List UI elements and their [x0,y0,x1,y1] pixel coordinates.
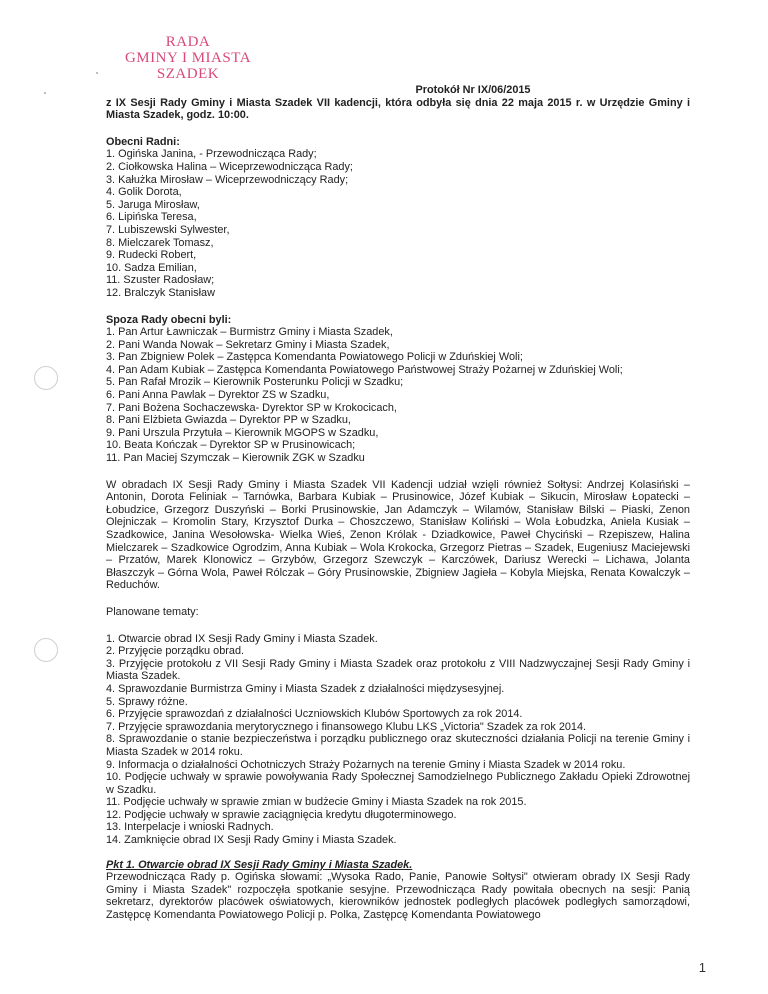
list-item: 5. Pan Rafał Mrozik – Kierownik Posterunku Policji w Szadku; [106,376,404,389]
list-item: 3. Przyjęcie protokołu z VII Sesji Rady Gminy i Miasta Szadek oraz protokołu z VIII Nadzwyczajnej Sesji Rady Gminy i Miasta Szadek. [106,657,690,683]
list-item: 3. Pan Zbigniew Polek – Zastępca Komendanta Powiatowego Policji w Zduńskiej Woli; [106,351,523,364]
list-item: 7. Pani Bożena Sochaczewska- Dyrektor SP w Krokocicach, [106,401,397,414]
list-item: 8. Mielczarek Tomasz, [106,236,214,249]
list-item: 7. Lubiszewski Sylwester, [106,223,230,236]
council-stamp [118,34,258,82]
list-item: 6. Lipińska Teresa, [106,211,197,224]
list-item: 10. Beata Kończak – Dyrektor SP w Prusinowicach; [106,439,356,452]
list-item: 8. Sprawozdanie o stanie bezpieczeństwa i porządku publicznego oraz skuteczności działania Policji na terenie Gminy i Miasta Szadek w 2014 roku. [106,733,690,758]
council-heading: Obecni Radni: [106,135,180,148]
list-item: 3. Kałużka Mirosław – Wiceprzewodniczący Rady; [106,173,349,186]
list-item: 11. Podjęcie uchwały w sprawie zmian w budżecie Gminy i Miasta Szadek na rok 2015. [106,796,527,809]
council-list [106,148,690,299]
list-item: 10. Sadza Emilian, [106,261,197,274]
list-item: 10. Podjęcie uchwały w sprawie powoływania Rady Społecznej Samodzielnego Publicznego Zakładu Opieki Zdrowotnej w Szadku. [106,771,690,796]
stamp-line-2: GMINY I MIASTA [124,50,252,66]
list-item: 2. Przyjęcie porządku obrad. [106,645,245,658]
soltysi-paragraph: W obradach IX Sesji Rady Gminy i Miasta Szadek VII Kadencji udział wzięli również Sołtysi: Andrzej Kolasiński – Antonin, Dorota Feliniak – Tarnówka, Barbara Kubiak – Prusinowice, Józef Kubiak – Sikucin, Mirosław Łopatecki – Łobudzice, Grzegorz Duszyński – Borki Prusinowskie, Jan Adamczyk – Wilamów, Stanisław Bilski – Piaski, Zenon Olejniczak – Kromolin Stary, Krzysztof Durka – Choszczewo, Stanisław Koliński – Wola Łobudzka, Aniela Kusiak – Szadkowice, Janina Wesołowska- Wielka Wieś, Zenon Królak - Dziadkowice, Paweł Chyciński – Rzepiszew, Halina Mielczarek – Szadkowice Ogrodzim, Anna Kubiak – Wola Krokocka, Grzegorz Pietras – Szadek, Eugeniusz Maciejewski – Przatów, Marek Klonowicz – Grzybów, Grzegorz Szewczyk – Karczówek, Dariusz Werecki – Lichawa, Jolanta Błaszczyk – Górna Wola, Paweł Rólczak – Góry Prusinowskie, Zbigniew Jagieła – Kobyla Miejska, Renata Kowalczyk – Reduchów. [106,478,690,592]
list-item: 6. Pani Anna Pawlak – Dyrektor ZS w Szadku, [106,389,330,402]
stamp-line-1: RADA [165,34,211,50]
punch-hole-top [34,366,58,390]
list-item: 12. Bralczyk Stanisław [106,286,215,299]
list-item: 6. Przyjęcie sprawozdań z działalności Uczniowskich Klubów Sportowych za rok 2014. [106,708,523,721]
scan-speck [44,92,46,94]
list-item: 1. Ogińska Janina, - Przewodnicząca Rady; [106,148,317,161]
guests-heading: Spoza Rady obecni byli: [106,313,232,326]
document-subtitle: z IX Sesji Rady Gminy i Miasta Szadek VII kadencji, która odbyła się dnia 22 maja 2015 r. w Urzędzie Gminy i Miasta Szadek, godz. 10:00. [106,96,690,122]
list-item: 7. Przyjęcie sprawozdania merytorycznego i finansowego Klubu LKS „Victoria" Szadek za rok 2014. [106,720,587,733]
list-item: 12. Podjęcie uchwały w sprawie zaciągnięcia kredytu długoterminowego. [106,808,457,821]
guests-list [106,326,690,465]
stamp-line-3: SZADEK [156,66,220,82]
list-item: 2. Ciołkowska Halina – Wiceprzewodnicząca Rady; [106,160,353,173]
list-item: 1. Otwarcie obrad IX Sesji Rady Gminy i Miasta Szadek. [106,632,378,645]
page-title: Protokół Nr IX/06/2015 [415,84,531,96]
list-item: 5. Sprawy różne. [106,695,188,708]
list-item: 2. Pani Wanda Nowak – Sekretarz Gminy i Miasta Szadek, [106,338,390,351]
protocol-document [106,84,690,922]
point1-heading: Pkt 1. Otwarcie obrad IX Sesji Rady Gminy i Miasta Szadek. [106,858,413,871]
list-item: 1. Pan Artur Ławniczak – Burmistrz Gminy i Miasta Szadek, [106,326,393,339]
list-item: 4. Sprawozdanie Burmistrza Gminy i Miasta Szadek z działalności międzysesyjnej. [106,682,505,695]
list-item: 11. Szuster Radosław; [106,274,215,287]
list-item: 11. Pan Maciej Szymczak – Kierownik ZGK w Szadku [106,452,365,465]
list-item: 13. Interpelacje i wnioski Radnych. [106,821,274,834]
list-item: 5. Jaruga Mirosław, [106,198,200,211]
list-item: 14. Zamknięcie obrad IX Sesji Rady Gminy i Miasta Szadek. [106,834,397,847]
list-item: 8. Pani Elżbieta Gwiazda – Dyrektor PP w Szadku, [106,414,351,427]
list-item: 4. Golik Dorota, [106,186,182,199]
agenda-heading: Planowane tematy: [106,605,199,618]
list-item: 9. Rudecki Robert, [106,249,197,262]
point1-paragraph: Przewodnicząca Rady p. Ogińska słowami: „Wysoka Rado, Panie, Panowie Sołtysi" otwieram obrady IX Sesji Rady Gminy i Miasta Szadek" rozpoczęła spotkanie sesyjne. Przewodnicząca Rady powitała obecnych na sesji: Panią sekretarz, dyrektorów placówek oświatowych, kierowników jednostek podległych placówek podległych samorządowi, Zastępcę Komendanta Powiatowego Policji p. Polka, Zastępcę Komendanta Powiatowego [106,871,690,922]
list-item: 9. Informacja o działalności Ochotniczych Straży Pożarnych na terenie Gminy i Miasta Szadek w 2014 roku. [106,758,626,771]
punch-hole-bottom [34,638,58,662]
agenda-list [106,633,690,847]
page-number: 1 [698,960,706,975]
list-item: 4. Pan Adam Kubiak – Zastępca Komendanta Powiatowego Państwowej Straży Pożarnej w Zduńskiej Woli; [106,363,623,376]
scan-speck [96,72,98,74]
list-item: 9. Pani Urszula Przytuła – Kierownik MGOPS w Szadku, [106,426,379,439]
